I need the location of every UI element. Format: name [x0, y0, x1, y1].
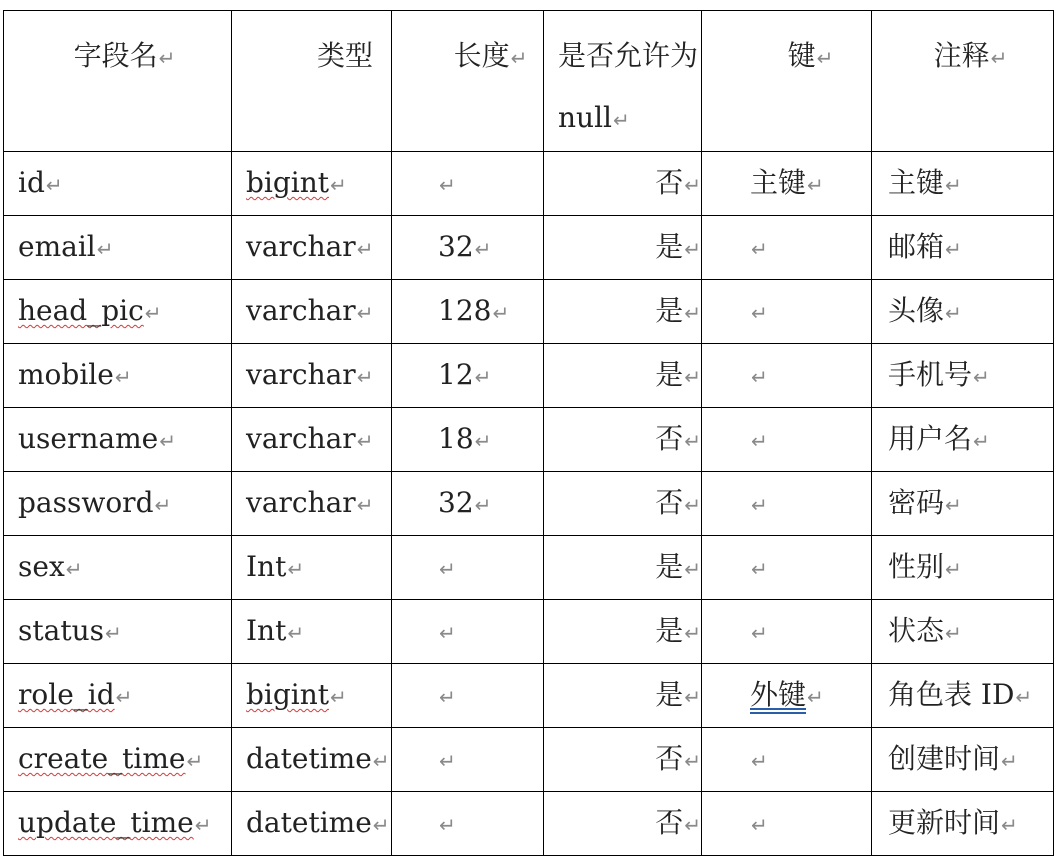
cell-nullable[interactable] — [544, 280, 702, 344]
cell-length[interactable] — [392, 792, 544, 856]
cell-type[interactable] — [232, 600, 392, 664]
cell-nullable[interactable] — [544, 664, 702, 728]
paragraph-mark-icon: ↵ — [159, 429, 176, 453]
cell-type-text: Int — [246, 614, 287, 647]
cell-nullable-text: 是 — [655, 614, 684, 647]
paragraph-mark-icon: ↵ — [439, 173, 456, 197]
paragraph-mark-icon: ↵ — [751, 429, 768, 453]
cell-comment[interactable] — [872, 472, 1054, 536]
cell-nullable-text: 是 — [655, 678, 684, 711]
cell-comment[interactable] — [872, 152, 1054, 216]
paragraph-mark-icon: ↵ — [96, 237, 114, 261]
table-row — [4, 408, 1054, 472]
cell-comment[interactable] — [872, 728, 1054, 792]
paragraph-mark-icon: ↵ — [439, 621, 456, 645]
cell-key[interactable] — [702, 600, 872, 664]
cell-nullable-text: 否 — [655, 486, 684, 519]
cell-length[interactable] — [392, 600, 544, 664]
cell-nullable[interactable] — [544, 472, 702, 536]
paragraph-mark-icon: ↵ — [439, 749, 456, 773]
cell-field-name[interactable] — [4, 728, 232, 792]
cell-field-name[interactable] — [4, 344, 232, 408]
paragraph-mark-icon: ↵ — [356, 301, 374, 325]
table-row — [4, 152, 1054, 216]
header-comment-label: 注释 — [933, 39, 990, 72]
paragraph-mark-icon: ↵ — [807, 685, 824, 709]
cell-comment[interactable] — [872, 536, 1054, 600]
paragraph-mark-icon: ↵ — [684, 493, 701, 517]
cell-key[interactable] — [702, 728, 872, 792]
cell-nullable-text: 否 — [655, 806, 684, 839]
paragraph-mark-icon: ↵ — [684, 173, 701, 197]
paragraph-mark-icon: ↵ — [684, 557, 701, 581]
cell-type[interactable] — [232, 216, 392, 280]
cell-type[interactable] — [232, 536, 392, 600]
cell-length[interactable] — [392, 280, 544, 344]
cell-comment-text: 创建时间 — [888, 742, 1001, 775]
paragraph-mark-icon: ↵ — [115, 685, 133, 709]
table-row — [4, 472, 1054, 536]
cell-comment-text: 密码 — [888, 486, 945, 519]
cell-type-text: varchar — [246, 486, 356, 519]
cell-type-text: bigint — [246, 166, 330, 199]
paragraph-mark-icon: ↵ — [684, 237, 701, 261]
paragraph-mark-icon: ↵ — [1001, 813, 1018, 837]
cell-key-text: 外键 — [750, 678, 807, 711]
cell-length-text: 18 — [438, 422, 474, 455]
table-row — [4, 216, 1054, 280]
cell-field-name[interactable] — [4, 664, 232, 728]
cell-length[interactable] — [392, 536, 544, 600]
header-field-name-label: 字段名 — [73, 39, 158, 72]
cell-field-name-text: update_time — [18, 806, 194, 839]
paragraph-mark-icon: ↵ — [945, 621, 962, 645]
cell-field-name-text: email — [18, 230, 96, 263]
header-key-label: 键 — [787, 39, 816, 72]
cell-length-text: 128 — [438, 294, 492, 327]
paragraph-mark-icon: ↵ — [114, 365, 132, 389]
paragraph-mark-icon: ↵ — [751, 749, 768, 773]
paragraph-mark-icon: ↵ — [439, 557, 456, 581]
table-row — [4, 600, 1054, 664]
paragraph-mark-icon: ↵ — [287, 621, 305, 645]
paragraph-mark-icon: ↵ — [356, 429, 374, 453]
cell-comment-text: 头像 — [888, 294, 945, 327]
paragraph-mark-icon: ↵ — [751, 493, 768, 517]
paragraph-mark-icon: ↵ — [1001, 749, 1018, 773]
paragraph-mark-icon: ↵ — [356, 365, 374, 389]
paragraph-mark-icon: ↵ — [439, 685, 456, 709]
cell-comment[interactable] — [872, 344, 1054, 408]
paragraph-mark-icon: ↵ — [945, 173, 962, 197]
table-row — [4, 728, 1054, 792]
paragraph-mark-icon: ↵ — [945, 301, 962, 325]
cell-type[interactable] — [232, 280, 392, 344]
paragraph-mark-icon: ↵ — [492, 301, 510, 325]
header-cell-length[interactable] — [392, 11, 544, 152]
table-row — [4, 536, 1054, 600]
header-cell-type[interactable] — [232, 11, 392, 152]
cell-field-name-text: role_id — [18, 678, 115, 711]
paragraph-mark-icon: ↵ — [684, 749, 701, 773]
paragraph-mark-icon: ↵ — [474, 429, 492, 453]
paragraph-mark-icon: ↵ — [751, 813, 768, 837]
cell-type[interactable] — [232, 472, 392, 536]
cell-nullable-text: 是 — [655, 550, 684, 583]
cell-field-name-text: head_pic — [18, 294, 144, 327]
cell-nullable-text: 是 — [655, 294, 684, 327]
paragraph-mark-icon: ↵ — [154, 493, 172, 517]
paragraph-mark-icon: ↵ — [751, 365, 768, 389]
cell-field-name-text: sex — [18, 550, 65, 583]
cell-length-text: 32 — [438, 230, 474, 263]
cell-type[interactable] — [232, 728, 392, 792]
paragraph-mark-icon: ↵ — [751, 557, 768, 581]
paragraph-mark-icon: ↵ — [684, 365, 701, 389]
paragraph-mark-icon: ↵ — [474, 493, 492, 517]
table-row — [4, 664, 1054, 728]
paragraph-mark-icon: ↵ — [973, 429, 990, 453]
cell-field-name[interactable] — [4, 600, 232, 664]
cell-nullable[interactable] — [544, 728, 702, 792]
cell-type[interactable] — [232, 344, 392, 408]
cell-type-text: varchar — [246, 294, 356, 327]
cell-key[interactable] — [702, 408, 872, 472]
cell-field-name[interactable] — [4, 216, 232, 280]
cell-key[interactable] — [702, 664, 872, 728]
cell-field-name[interactable] — [4, 152, 232, 216]
cell-type[interactable] — [232, 664, 392, 728]
cell-key[interactable] — [702, 280, 872, 344]
cell-length[interactable] — [392, 728, 544, 792]
paragraph-mark-icon: ↵ — [1015, 685, 1033, 709]
cell-comment-text: 角色表 ID — [888, 678, 1015, 711]
cell-type-text: datetime — [246, 742, 372, 775]
cell-field-name[interactable] — [4, 792, 232, 856]
field-definition-table — [3, 10, 1054, 856]
cell-field-name-text: id — [18, 166, 45, 199]
cell-comment[interactable] — [872, 664, 1054, 728]
cell-field-name-text: password — [18, 486, 154, 519]
cell-nullable[interactable] — [544, 536, 702, 600]
paragraph-mark-icon: ↵ — [287, 557, 305, 581]
cell-length[interactable] — [392, 472, 544, 536]
cell-key[interactable] — [702, 792, 872, 856]
cell-nullable-text: 是 — [655, 230, 684, 263]
paragraph-mark-icon: ↵ — [372, 749, 390, 773]
header-cell-comment[interactable] — [872, 11, 1054, 152]
cell-field-name[interactable] — [4, 536, 232, 600]
cell-comment-text: 主键 — [888, 166, 945, 199]
cell-nullable[interactable] — [544, 216, 702, 280]
cell-length[interactable] — [392, 408, 544, 472]
table-row — [4, 280, 1054, 344]
cell-nullable[interactable] — [544, 152, 702, 216]
paragraph-mark-icon: ↵ — [945, 237, 962, 261]
header-nullable-label: 是否允许为 null — [558, 39, 699, 134]
cell-nullable-text: 否 — [655, 422, 684, 455]
cell-type-text: bigint — [246, 678, 330, 711]
cell-field-name[interactable] — [4, 408, 232, 472]
cell-type-text: varchar — [246, 422, 356, 455]
cell-type[interactable] — [232, 152, 392, 216]
table-header-row — [4, 11, 1054, 152]
cell-comment-text: 更新时间 — [888, 806, 1001, 839]
cell-comment-text: 性别 — [888, 550, 945, 583]
cell-key[interactable] — [702, 216, 872, 280]
paragraph-mark-icon: ↵ — [330, 685, 347, 709]
cell-nullable-text: 否 — [655, 742, 684, 775]
cell-type-text: datetime — [246, 806, 372, 839]
cell-key[interactable] — [702, 152, 872, 216]
cell-length[interactable] — [392, 664, 544, 728]
paragraph-mark-icon: ↵ — [356, 493, 374, 517]
paragraph-mark-icon: ↵ — [439, 813, 456, 837]
paragraph-mark-icon: ↵ — [330, 173, 347, 197]
table-row — [4, 344, 1054, 408]
cell-comment[interactable] — [872, 408, 1054, 472]
paragraph-mark-icon: ↵ — [45, 173, 63, 197]
cell-type-text: varchar — [246, 230, 356, 263]
cell-key-text: 主键 — [750, 166, 807, 199]
paragraph-mark-icon: ↵ — [510, 46, 528, 70]
paragraph-mark-icon: ↵ — [751, 301, 768, 325]
cell-nullable-text: 是 — [655, 358, 684, 391]
paragraph-mark-icon: ↵ — [816, 46, 834, 70]
cell-comment-text: 手机号 — [888, 358, 973, 391]
cell-comment[interactable] — [872, 216, 1054, 280]
header-cell-nullable[interactable] — [544, 11, 702, 152]
cell-field-name[interactable] — [4, 280, 232, 344]
cell-comment-text: 状态 — [888, 614, 945, 647]
cell-type-text: varchar — [246, 358, 356, 391]
cell-comment-text: 用户名 — [888, 422, 973, 455]
paragraph-mark-icon: ↵ — [194, 813, 212, 837]
paragraph-mark-icon: ↵ — [751, 621, 768, 645]
cell-nullable[interactable] — [544, 792, 702, 856]
paragraph-mark-icon: ↵ — [751, 237, 768, 261]
paragraph-mark-icon: ↵ — [144, 301, 162, 325]
paragraph-mark-icon: ↵ — [807, 173, 824, 197]
cell-length[interactable] — [392, 152, 544, 216]
cell-key[interactable] — [702, 344, 872, 408]
paragraph-mark-icon: ↵ — [684, 301, 701, 325]
cell-comment[interactable] — [872, 280, 1054, 344]
paragraph-mark-icon: ↵ — [973, 365, 990, 389]
header-cell-field-name[interactable] — [4, 11, 232, 152]
cell-key[interactable] — [702, 536, 872, 600]
cell-comment-text: 邮箱 — [888, 230, 945, 263]
cell-length[interactable] — [392, 216, 544, 280]
paragraph-mark-icon: ↵ — [684, 429, 701, 453]
paragraph-mark-icon: ↵ — [65, 557, 83, 581]
cell-length[interactable] — [392, 344, 544, 408]
cell-length-text: 12 — [438, 358, 474, 391]
paragraph-mark-icon: ↵ — [104, 621, 122, 645]
table-row — [4, 792, 1054, 856]
cell-nullable[interactable] — [544, 600, 702, 664]
cell-length-text: 32 — [438, 486, 474, 519]
paragraph-mark-icon: ↵ — [684, 621, 701, 645]
paragraph-mark-icon: ↵ — [945, 493, 962, 517]
cell-nullable[interactable] — [544, 344, 702, 408]
cell-field-name-text: username — [18, 422, 159, 455]
paragraph-mark-icon: ↵ — [158, 46, 176, 70]
paragraph-mark-icon: ↵ — [474, 365, 492, 389]
paragraph-mark-icon: ↵ — [612, 108, 630, 132]
paragraph-mark-icon: ↵ — [356, 237, 374, 261]
header-length-label: 长度 — [453, 39, 510, 72]
cell-key[interactable] — [702, 472, 872, 536]
cell-field-name-text: status — [18, 614, 104, 647]
cell-field-name[interactable] — [4, 472, 232, 536]
paragraph-mark-icon: ↵ — [684, 685, 701, 709]
paragraph-mark-icon: ↵ — [945, 557, 962, 581]
cell-type[interactable] — [232, 792, 392, 856]
cell-comment[interactable] — [872, 792, 1054, 856]
paragraph-mark-icon: ↵ — [372, 813, 390, 837]
cell-nullable[interactable] — [544, 408, 702, 472]
header-type-label: 类型 — [316, 39, 373, 72]
paragraph-mark-icon: ↵ — [474, 237, 492, 261]
cell-type[interactable] — [232, 408, 392, 472]
cell-field-name-text: mobile — [18, 358, 114, 391]
cell-field-name-text: create_time — [18, 742, 186, 775]
paragraph-mark-icon: ↵ — [186, 749, 204, 773]
cell-nullable-text: 否 — [655, 166, 684, 199]
header-cell-key[interactable] — [702, 11, 872, 152]
cell-type-text: Int — [246, 550, 287, 583]
paragraph-mark-icon: ↵ — [684, 813, 701, 837]
cell-comment[interactable] — [872, 600, 1054, 664]
paragraph-mark-icon: ↵ — [990, 46, 1008, 70]
